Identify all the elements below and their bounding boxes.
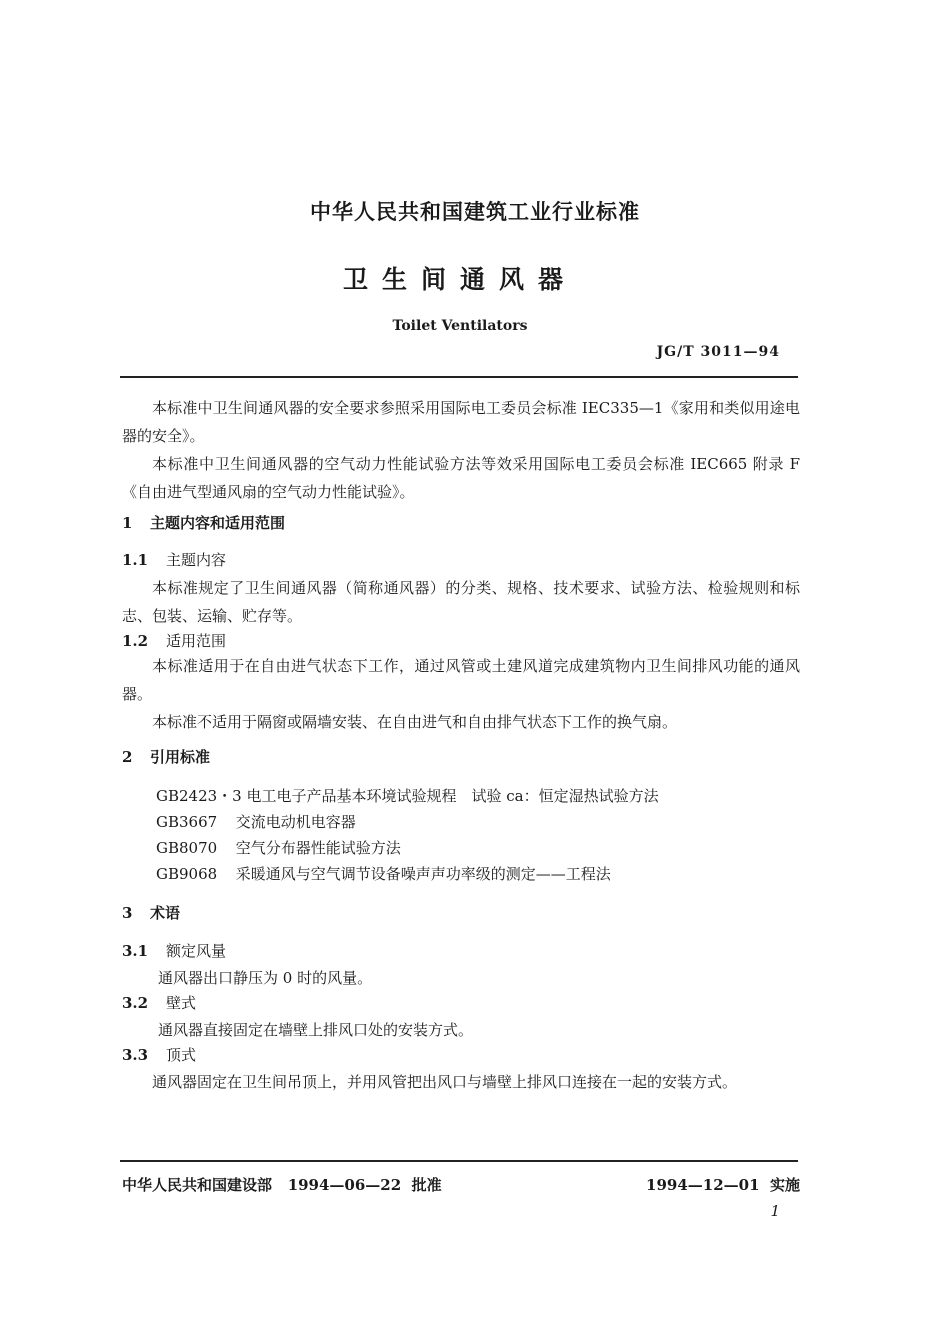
subsection-heading-3-2 xyxy=(122,992,196,1013)
section-heading-2 xyxy=(122,746,210,767)
reference-title: 采暖通风与空气调节设备噪声声功率级的测定——工程法 xyxy=(235,865,611,883)
issuing-standard-category: 中华人民共和国建筑工业行业标准 xyxy=(310,200,640,224)
section-number: 2 xyxy=(122,748,133,766)
approval-info xyxy=(122,1174,442,1195)
subsection-title: 适用范围 xyxy=(166,632,227,650)
intro-paragraph: 本标准中卫生间通风器的安全要求参照采用国际电工委员会标准 IEC335—1《家用和类似用途电器的安全》。 xyxy=(122,399,800,445)
referenced-standards-list xyxy=(156,783,659,887)
reference-code: GB9068 xyxy=(156,865,218,883)
approval-date: 1994—06—22 xyxy=(287,1176,402,1194)
section-number: 3 xyxy=(122,904,133,922)
body-paragraph: 通风器固定在卫生间吊顶上，并用风管把出风口与墙壁上排风口连接在一起的安装方式。 xyxy=(152,1073,738,1091)
list-item xyxy=(156,861,659,887)
effective-info xyxy=(646,1174,800,1195)
reference-title: 电工电子产品基本环境试验规程 试验 ca：恒定湿热试验方法 xyxy=(246,787,659,805)
standard-code: JG/T 3011—94 xyxy=(656,344,780,360)
subsection-number: 3.3 xyxy=(122,1046,149,1064)
subsection-heading-1-1 xyxy=(122,549,226,570)
section-title: 主题内容和适用范围 xyxy=(150,514,286,532)
subsection-title: 顶式 xyxy=(166,1046,197,1064)
list-item xyxy=(156,783,659,809)
subsection-title: 额定风量 xyxy=(166,942,227,960)
issuing-authority: 中华人民共和国建设部 xyxy=(122,1176,273,1194)
reference-code: GB8070 xyxy=(156,839,218,857)
section-title: 引用标准 xyxy=(150,748,211,766)
reference-code: GB2423・3 xyxy=(156,787,242,805)
subsection-heading-3-3 xyxy=(122,1044,196,1065)
effective-label: 实施 xyxy=(769,1176,800,1194)
subsection-title: 壁式 xyxy=(166,994,197,1012)
footer-divider xyxy=(120,1160,798,1162)
subsection-body-3-1 xyxy=(158,964,798,992)
body-paragraph: 本标准规定了卫生间通风器（简称通风器）的分类、规格、技术要求、试验方法、检验规则和标志、包装、运输、贮存等。 xyxy=(122,579,800,625)
body-paragraph: 通风器直接固定在墙壁上排风口处的安装方式。 xyxy=(158,1021,474,1039)
reference-title: 空气分布器性能试验方法 xyxy=(235,839,401,857)
body-paragraph: 通风器出口静压为 0 时的风量。 xyxy=(158,969,373,987)
list-item xyxy=(156,809,659,835)
effective-date: 1994—12—01 xyxy=(646,1176,760,1194)
subsection-heading-1-2 xyxy=(122,630,226,651)
subsection-number: 3.2 xyxy=(122,994,149,1012)
subsection-number: 1.2 xyxy=(122,632,149,650)
subsection-title: 主题内容 xyxy=(166,551,227,569)
subsection-heading-3-1 xyxy=(122,940,226,961)
subsection-body-1-2 xyxy=(122,652,800,736)
section-number: 1 xyxy=(122,514,133,532)
reference-title: 交流电动机电容器 xyxy=(235,813,356,831)
subsection-body-3-2 xyxy=(158,1016,798,1044)
page-number: 1 xyxy=(770,1202,780,1220)
header-divider xyxy=(120,376,798,378)
reference-code: GB3667 xyxy=(156,813,218,831)
body-paragraph: 本标准不适用于隔窗或隔墙安装、在自由进气和自由排气状态下工作的换气扇。 xyxy=(152,713,678,731)
intro-block xyxy=(122,394,800,506)
body-paragraph: 本标准适用于在自由进气状态下工作，通过风管或土建风道完成建筑物内卫生间排风功能的通风器。 xyxy=(122,657,800,703)
approval-label: 批准 xyxy=(411,1176,442,1194)
subsection-number: 1.1 xyxy=(122,551,149,569)
section-title: 术语 xyxy=(150,904,181,922)
section-heading-1 xyxy=(122,512,285,533)
document-title: 卫生间通风器 xyxy=(342,265,577,294)
intro-paragraph: 本标准中卫生间通风器的空气动力性能试验方法等效采用国际电工委员会标准 IEC665 附录 F《自由进气型通风扇的空气动力性能试验》。 xyxy=(122,455,800,501)
subsection-number: 3.1 xyxy=(122,942,149,960)
subsection-body-1-1 xyxy=(122,574,800,630)
list-item xyxy=(156,835,659,861)
document-title-english: Toilet Ventilators xyxy=(392,318,528,334)
section-heading-3 xyxy=(122,902,180,923)
subsection-body-3-3 xyxy=(122,1068,800,1096)
